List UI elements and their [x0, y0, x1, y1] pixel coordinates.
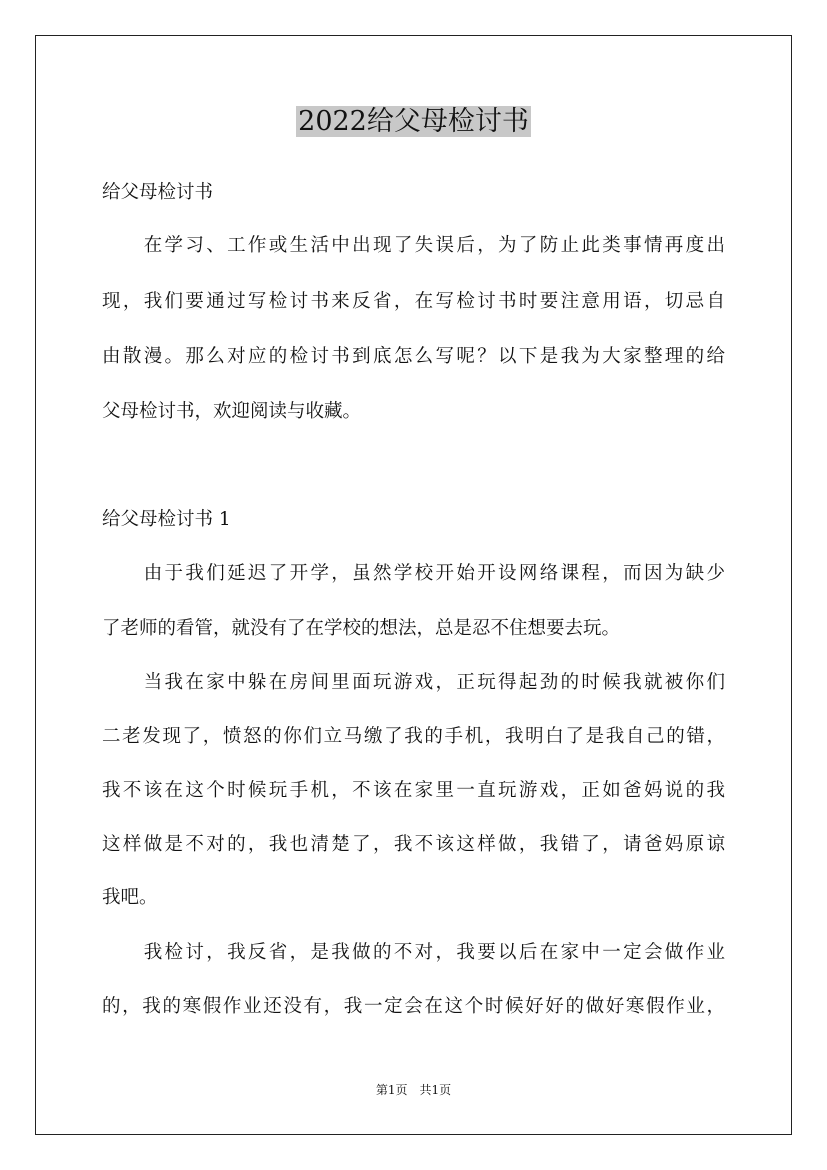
paragraph-line: 了老师的看管，就没有了在学校的想法，总是忍不住想要去玩。: [102, 618, 621, 639]
paragraph-line: 这样做是不对的，我也清楚了，我不该这样做，我错了，请爸妈原谅: [102, 834, 725, 855]
paragraph-line: 当我在家中躲在房间里面玩游戏，正玩得起劲的时候我就被你们: [102, 672, 725, 693]
paragraph-line: 我不该在这个时候玩手机，不该在家里一直玩游戏，正如爸妈说的我: [102, 780, 725, 801]
paragraph-line: 我检讨，我反省，是我做的不对，我要以后在家中一定会做作业: [102, 942, 725, 963]
paragraph-line: 的，我的寒假作业还没有，我一定会在这个时候好好的做好寒假作业，: [102, 996, 725, 1017]
paragraph-line: 现，我们要通过写检讨书来反省，在写检讨书时要注意用语，切忌自: [102, 291, 725, 312]
page-footer: 第1页 共1页: [375, 1083, 452, 1097]
paragraph-line: 由散漫。那么对应的检讨书到底怎么写呢？以下是我为大家整理的给: [102, 346, 725, 367]
document-title-text: 2022给父母检讨书: [298, 106, 529, 137]
paragraph-line: 二老发现了，愤怒的你们立马缴了我的手机，我明白了是我自己的错，: [102, 726, 725, 747]
paragraph-line: 由于我们延迟了开学，虽然学校开始开设网络课程，而因为缺少: [102, 563, 725, 584]
paragraph-line: 我吧。: [102, 887, 158, 908]
section-heading: 给父母检讨书 1: [102, 509, 231, 530]
document-title: [0, 102, 827, 142]
paragraph-line: 父母检讨书，欢迎阅读与收藏。: [102, 401, 362, 422]
section-heading: 给父母检讨书: [102, 182, 214, 203]
paragraph-line: 在学习、工作或生活中出现了失误后，为了防止此类事情再度出: [102, 235, 725, 256]
